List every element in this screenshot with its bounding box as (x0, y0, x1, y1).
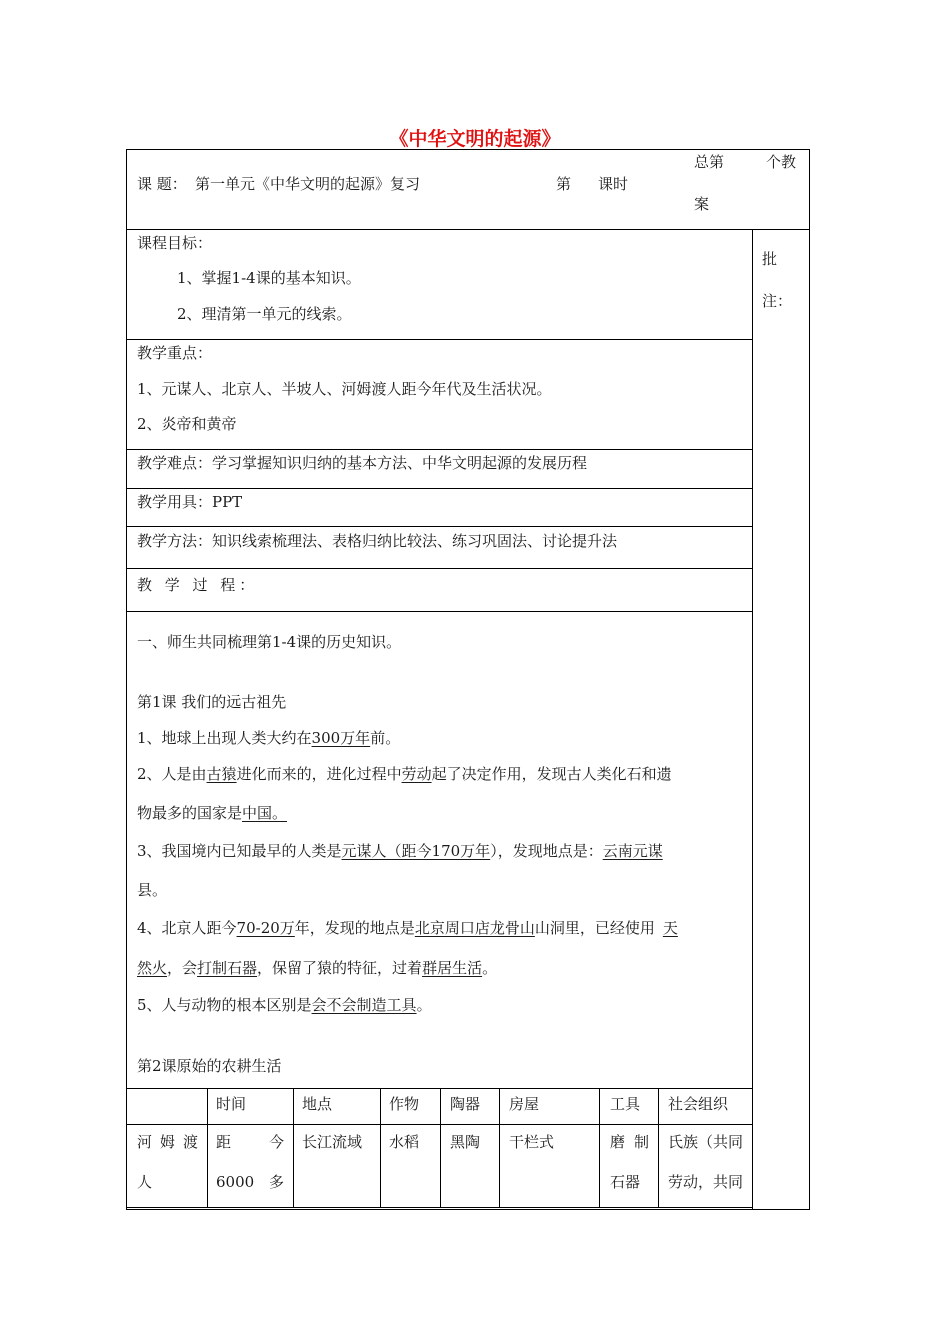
col-header-place: 地点 (302, 1095, 333, 1113)
inner-table-col-divider (380, 1088, 381, 1208)
text: 进化而来的，进化过程中 (236, 765, 402, 783)
text: ），发现地点是： (490, 842, 603, 860)
time-cell: 距 (216, 1133, 232, 1151)
tools-text: 教学用具：PPT (137, 493, 243, 511)
point-5 (137, 995, 432, 1015)
point-4 (137, 918, 678, 938)
col-header-house: 房屋 (509, 1095, 540, 1113)
inner-table-col-divider (293, 1088, 294, 1208)
answer: 会不会制造工具 (311, 996, 417, 1014)
intro-text: 一、师生共同梳理第1-4课的历史知识。 (137, 633, 402, 651)
row-name-char: 渡 (183, 1133, 199, 1151)
answer: 打制石器 (197, 959, 258, 977)
col-header-org: 社会组织 (668, 1095, 729, 1113)
row-divider (126, 611, 752, 612)
answer: 天 (662, 919, 678, 937)
point-2-cont (137, 803, 287, 823)
answer: 古猿 (206, 765, 237, 783)
lesson-hours-label: 课时 (598, 175, 629, 193)
row-divider (126, 568, 752, 569)
text: ，会 (167, 959, 198, 977)
org-cell: 氏族（共同 (668, 1133, 744, 1151)
document-title: 《中华文明的起源》 (389, 128, 561, 150)
lesson2-title: 第2课原始的农耕生活 (137, 1057, 282, 1075)
time-cell: 6000 (216, 1173, 255, 1191)
row-name-char: 姆 (160, 1133, 176, 1151)
row-divider (126, 449, 752, 450)
answer: 劳动 (401, 765, 432, 783)
subject-value: 第一单元《中华文明的起源》复习 (195, 175, 421, 193)
tool-cell: 制 (634, 1133, 650, 1151)
key-points-label: 教学重点： (137, 344, 213, 362)
text: 4、北京人距今 (137, 919, 237, 937)
key-point-item: 1、元谋人、北京人、半坡人、河姆渡人距今年代及生活状况。 (137, 380, 552, 398)
key-point-item: 2、炎帝和黄帝 (137, 415, 237, 433)
text: 前。 (370, 729, 401, 747)
text: 起了决定作用，发现古人类化石和遗 (431, 765, 672, 783)
text: 物最多的国家是 (137, 804, 243, 822)
plan-label: 案 (694, 195, 710, 213)
time-cell: 多 (269, 1173, 285, 1191)
methods-text: 教学方法：知识线索梳理法、表格归纳比较法、练习巩固法、讨论提升法 (137, 532, 618, 550)
answer: 云南元谋 (602, 842, 663, 860)
difficulty-text: 教学难点：学习掌握知识归纳的基本方法、中华文明起源的发展历程 (137, 454, 588, 472)
point-1 (137, 728, 400, 748)
point-3-cont: 县。 (137, 881, 168, 899)
subject-label: 课 题： (137, 175, 187, 193)
text: 3、我国境内已知最早的人类是 (137, 842, 342, 860)
inner-table-col-divider (440, 1088, 441, 1208)
inner-table-col-divider (499, 1088, 500, 1208)
row-name-char: 河 (137, 1133, 153, 1151)
crop-cell: 水稻 (389, 1133, 420, 1151)
text: 1、地球上出现人类大约在 (137, 729, 312, 747)
answer: 中国。 (242, 804, 288, 822)
text: ，保留了猿的特征，过着 (257, 959, 423, 977)
point-2 (137, 764, 672, 784)
text: 。 (482, 959, 498, 977)
answer: 北京周口店龙骨山 (414, 919, 535, 937)
text: 。 (416, 996, 432, 1014)
plan-count-label: 个教 (766, 153, 797, 171)
row-divider (126, 526, 752, 527)
tool-cell: 石器 (610, 1173, 641, 1191)
col-header-crop: 作物 (389, 1095, 420, 1113)
tool-cell: 磨 (610, 1133, 626, 1151)
time-cell: 今 (269, 1133, 285, 1151)
row-divider (126, 488, 752, 489)
process-label: 教 学 过 程： (137, 576, 259, 594)
text: 2、人是由 (137, 765, 207, 783)
text: 山洞里，已经使用 (534, 919, 655, 937)
org-cell: 劳动，共同 (668, 1173, 744, 1191)
inner-table-col-divider (599, 1088, 600, 1208)
row-divider (126, 229, 810, 230)
text: 5、人与动物的根本区别是 (137, 996, 312, 1014)
notes-label-zhu: 注： (762, 292, 793, 310)
pottery-cell: 黑陶 (450, 1133, 481, 1151)
row-divider (126, 339, 752, 340)
goals-label: 课程目标： (137, 234, 213, 252)
inner-table-col-divider (658, 1088, 659, 1208)
goal-item: 1、掌握1-4课的基本知识。 (177, 269, 361, 287)
row-name-char: 人 (137, 1173, 153, 1191)
house-cell: 干栏式 (509, 1133, 555, 1151)
goal-item: 2、理清第一单元的线索。 (177, 305, 352, 323)
notes-label-pi: 批 (762, 250, 778, 268)
point-3 (137, 841, 663, 861)
total-number-label: 总第 (694, 153, 725, 171)
place-cell: 长江流域 (302, 1133, 363, 1151)
answer: 然火 (137, 959, 168, 977)
col-header-tool: 工具 (610, 1095, 641, 1113)
notes-column-divider (752, 229, 753, 1210)
col-header-time: 时间 (216, 1095, 247, 1113)
answer: 群居生活 (422, 959, 483, 977)
lesson-number-label: 第 (556, 175, 572, 193)
answer: 70-20万 (236, 919, 295, 937)
col-header-pottery: 陶器 (450, 1095, 481, 1113)
lesson1-title: 第1课 我们的远古祖先 (137, 693, 287, 711)
answer: 300万年 (311, 729, 371, 747)
answer: 元谋人（距今170万年 (341, 842, 491, 860)
text: 年，发现的地点是 (294, 919, 415, 937)
inner-table-col-divider (207, 1088, 208, 1208)
point-4-cont (137, 958, 497, 978)
